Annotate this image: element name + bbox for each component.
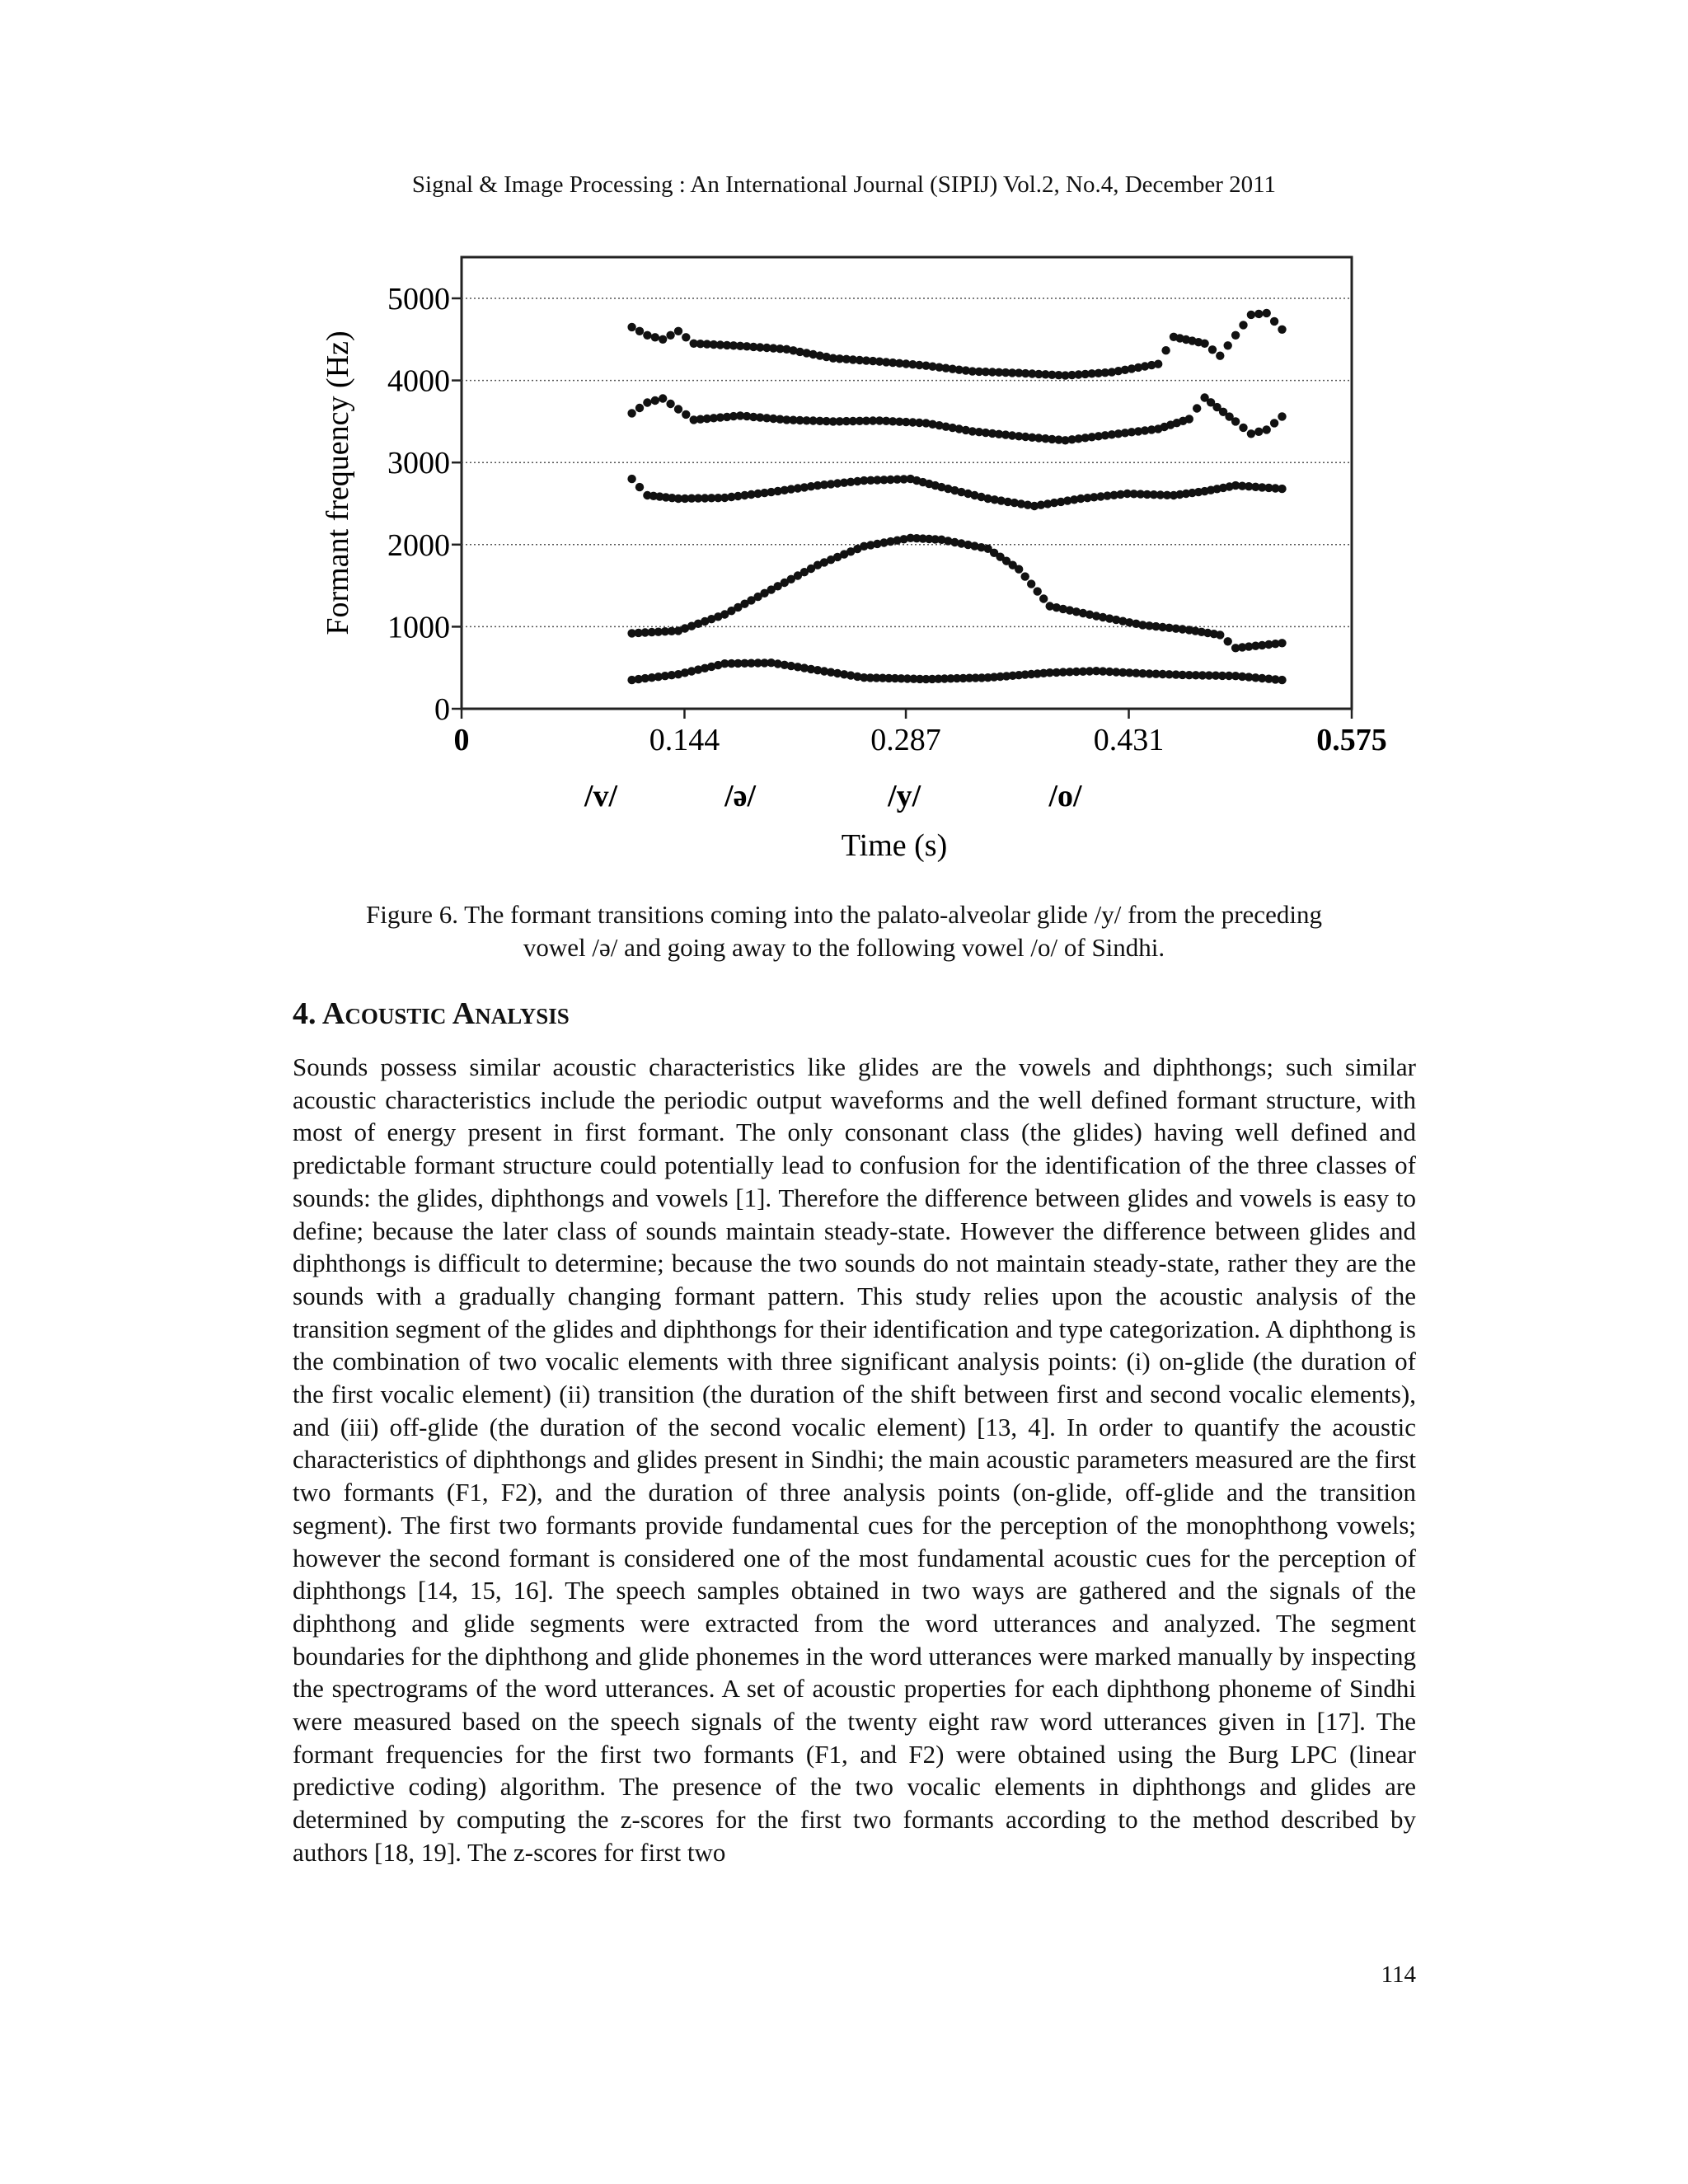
f3-point [635,483,644,491]
x-tick-label-0.575: 0.575 [1316,723,1387,757]
f5-point [1208,345,1217,354]
f4-point [643,398,651,406]
f5-point [666,331,674,340]
f5-point [651,333,659,341]
x-tick-label-0.431: 0.431 [1093,723,1165,757]
f4-point [659,394,667,402]
f4-point [674,405,682,413]
y-tick-label-5000: 5000 [387,282,450,316]
x-tick-label-0: 0 [453,723,470,757]
f5-point [1247,311,1255,319]
y-tick-label-1000: 1000 [387,610,450,645]
y-axis-label: Formant frequency (Hz) [321,330,355,635]
f4-point [1270,419,1278,427]
f5-point [1239,321,1247,329]
y-tick-label-2000: 2000 [387,527,450,563]
f4-point [1185,415,1193,423]
x-axis-label: Time (s) [841,828,948,863]
segment-label-4: /o/ [1048,779,1082,813]
section-heading [293,996,570,1032]
plot-frame [462,257,1352,709]
f5-point [1231,331,1240,340]
f4-point [1239,424,1247,432]
f5-point [1263,309,1271,317]
segment-label-3: /y/ [888,779,921,813]
f2-point [1278,639,1286,647]
f4-point [1231,417,1240,425]
f2-point [1224,637,1232,645]
f4-point [1254,428,1263,436]
caption-line-1: Figure 6. The formant transitions coming into the palato-alveolar glide /y/ from the preceding [366,900,1322,929]
body-paragraph: Sounds possess similar acoustic characteristics like glides are the vowels and diphthongs; such similar acoustic characteristics include the periodic output waveforms and the well defined formant structure, with most of energy present in first formant. The only consonant class (the glides) having well defined and predictable formant structure could potentially lead to confusion for the identification of the three classes of sounds: the glides, diphthongs and vowels [1]. Therefore the difference between glides and vowels is easy to define; because the later class of sounds maintain steady-state. However the difference between glides and diphthongs is difficult to determine; because the two sounds do not maintain steady-state, rather they are the sounds with a gradually changing formant pattern. This study relies upon the acoustic analysis of the transition segment of the glides and diphthongs for their identification and type categorization. A diphthong is the combination of two vocalic elements with three significant analysis points: (i) on-glide (the duration of the first vocalic element) (ii) transition (the duration of the shift between first and second vocalic elements), and (iii) off-glide (the duration of the second vocalic element) [13, 4]. In order to quantify the acoustic characteristics of diphthongs and glides present in Sindhi; the main acoustic parameters measured are the first two formants (F1, F2), and the duration of three analysis points (on-glide, off-glide and the transition segment). The first two formants provide fundamental cues for the perception of the monophthong vowels; however the second formant is considered one of the most fundamental acoustic cues for the perception of diphthongs [14, 15, 16]. The speech samples obtained in two ways are gathered and the signals of the diphthong and glide segments were extracted from the word utterances and analyzed. The segment boundaries for the diphthong and glide phonemes in the word utterances were marked manually by inspecting the spectrograms of the word utterances. A set of acoustic properties for each diphthong phoneme of Sindhi were measured based on the speech signals of the twenty eight raw word utterances given in [17]. The formant frequencies for the first two formants (F1, and F2) were obtained using the Burg LPC (linear predictive coding) algorithm. The presence of the two vocalic elements in diphthongs and glides are determined by computing the z-scores for the first two formants according to the method described by authors [18, 19]. The z-scores for first two [293,1052,1416,1867]
series-f3 [627,475,1286,510]
section-title-word-2: Analysis [452,996,570,1031]
x-tick-label-0.144: 0.144 [649,723,720,757]
f5-point [682,333,690,341]
f2-point [1027,579,1035,588]
series-f5 [627,309,1286,380]
f2-point [1034,587,1042,595]
f4-point [651,396,659,405]
f1-point [1278,676,1286,684]
f4-point [627,409,635,417]
segment-label-1: /v/ [584,779,618,813]
f5-point [1278,326,1286,334]
f4-point [1247,429,1255,438]
series-f1 [627,658,1286,684]
caption-line-2: vowel /ə/ and going away to the following vowel /o/ of Sindhi. [523,933,1165,962]
f5-point [659,335,667,344]
section-number: 4. [293,996,316,1031]
f2-point [1216,630,1224,639]
f5-point [1154,360,1162,368]
f2-point [1015,565,1023,574]
f4-point [1263,425,1271,434]
f5-point [674,327,682,335]
f5-point [627,323,635,331]
f4-point [682,410,690,419]
f3-point [1278,485,1286,493]
f3-point [627,475,635,483]
f5-point [1254,310,1263,318]
formant-chart [305,246,1393,880]
page-number: 114 [1381,1961,1416,1988]
series-f4 [627,393,1286,444]
f5-point [1200,340,1208,348]
y-tick-label-4000: 4000 [387,363,450,399]
f2-point [1039,594,1048,602]
f4-point [1278,412,1286,420]
segment-label-2: /ə/ [724,779,757,813]
f5-point [635,327,644,335]
y-tick-label-3000: 3000 [387,446,450,481]
f5-point [643,331,651,340]
f4-point [666,400,674,408]
y-tick-label-0: 0 [434,692,450,727]
section-title-word-1: Acoustic [321,996,447,1031]
x-tick-label-0.287: 0.287 [870,723,941,757]
f4-point [635,404,644,412]
series-f2 [627,534,1286,653]
f2-point [1021,572,1029,580]
running-header: Signal & Image Processing : An International Journal (SIPIJ) Vol.2, No.4, December 2011 [411,171,1277,198]
f5-point [1270,317,1278,326]
f5-point [1224,341,1232,349]
figure-caption [297,898,1391,964]
f5-point [1216,352,1224,360]
f5-point [1161,346,1170,354]
f4-point [1193,404,1201,412]
